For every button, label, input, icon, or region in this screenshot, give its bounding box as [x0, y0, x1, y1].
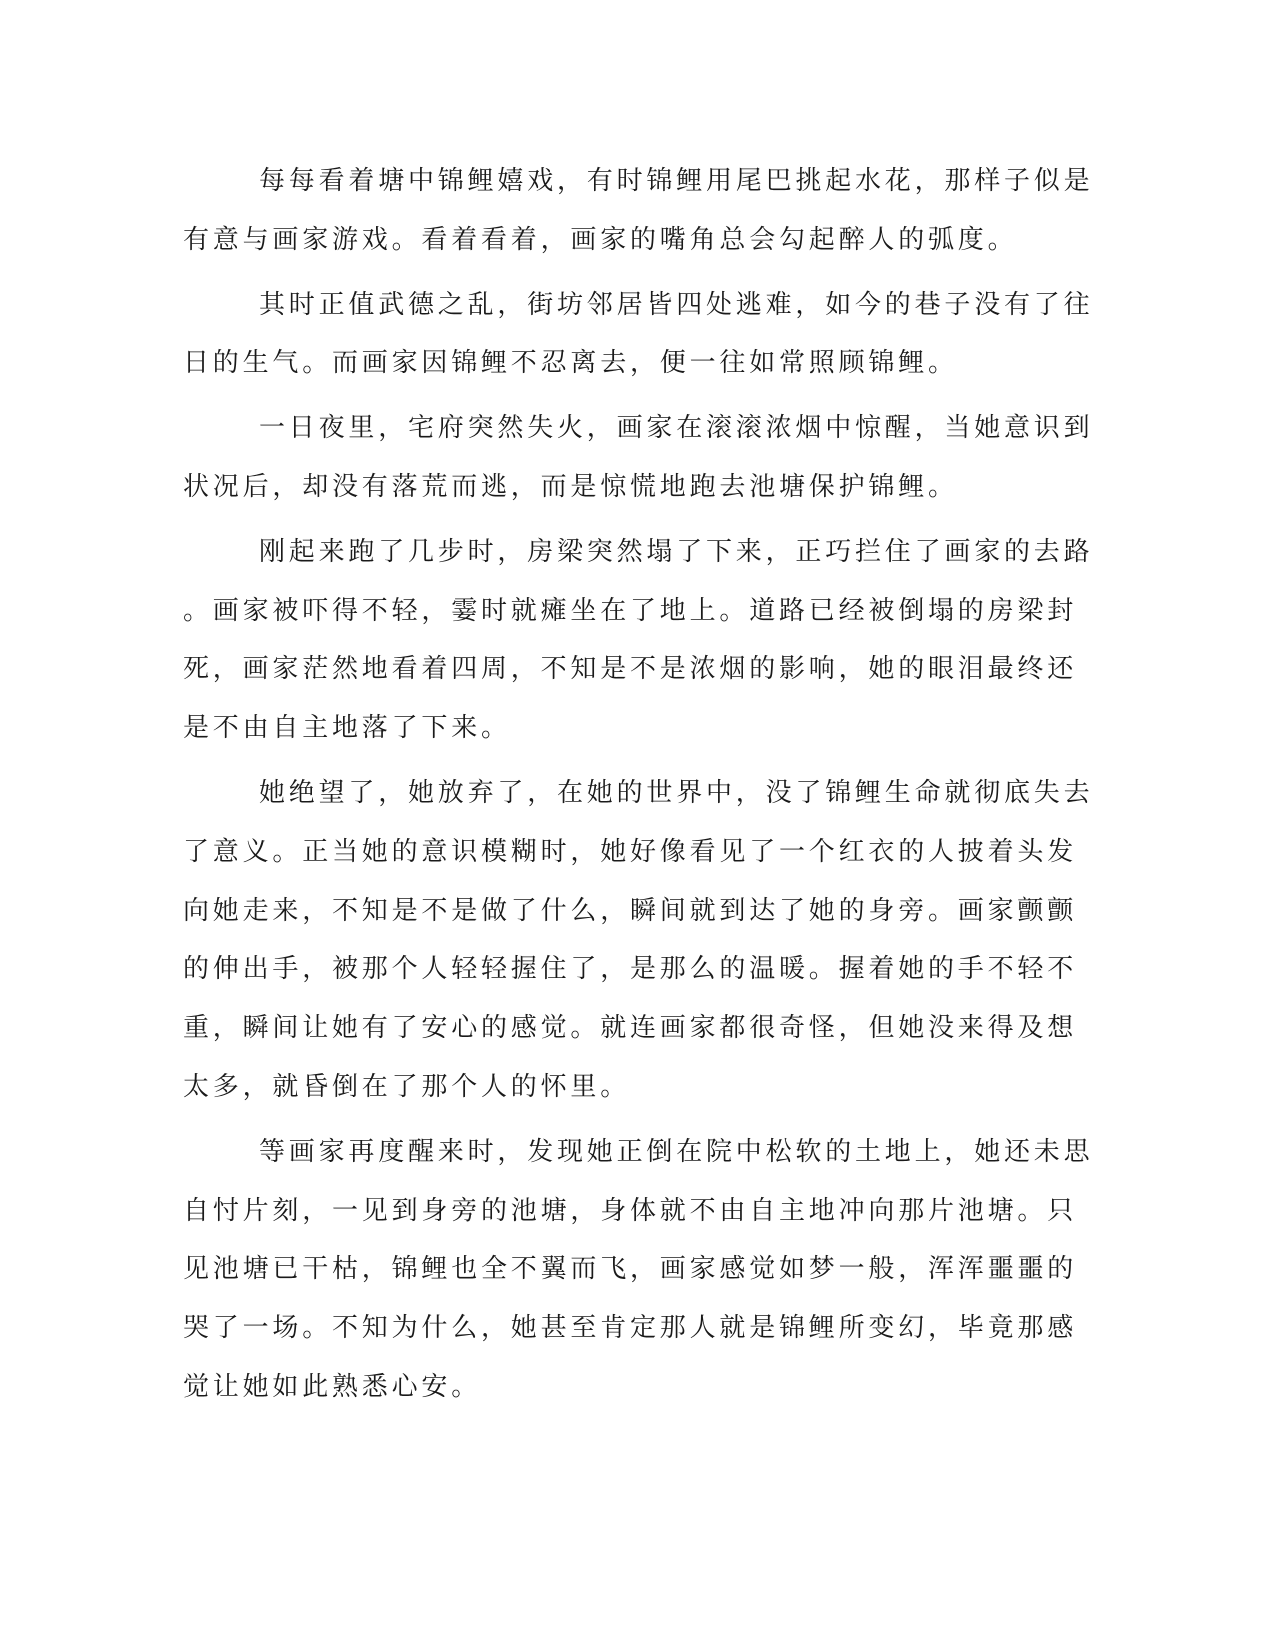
- text-line: 见池塘已干枯，锦鲤也全不翼而飞，画家感觉如梦一般，浑浑噩噩的: [183, 1254, 1078, 1285]
- document-body: [183, 152, 1094, 1423]
- text-line: 死，画家茫然地看着四周，不知是不是浓烟的影响，她的眼泪最终还: [183, 654, 1078, 685]
- text-line: 其时正值武德之乱，街坊邻居皆四处逃难，如今的巷子没有了往: [259, 289, 1094, 320]
- text-line: 重，瞬间让她有了安心的感觉。就连画家都很奇怪，但她没来得及想: [183, 1013, 1078, 1044]
- text-line: 向她走来，不知是不是做了什么，瞬间就到达了她的身旁。画家颤颤: [183, 895, 1078, 926]
- text-line: 她绝望了，她放弃了，在她的世界中，没了锦鲤生命就彻底失去: [259, 777, 1094, 808]
- text-line: 觉让她如此熟悉心安。: [183, 1371, 482, 1402]
- text-line: 了意义。正当她的意识模糊时，她好像看见了一个红衣的人披着头发: [183, 836, 1078, 867]
- text-line: 的伸出手，被那个人轻轻握住了，是那么的温暖。握着她的手不轻不: [183, 954, 1078, 985]
- text-line: 每每看着塘中锦鲤嬉戏，有时锦鲤用尾巴挑起水花，那样子似是: [259, 166, 1094, 196]
- text-line: 刚起来跑了几步时，房梁突然塌了下来，正巧拦住了画家的去路: [259, 536, 1094, 567]
- text-line: 一日夜里，宅府突然失火，画家在滚滚浓烟中惊醒，当她意识到: [259, 413, 1094, 444]
- paragraph-2: [183, 276, 1094, 394]
- paragraph-5: [183, 764, 1094, 1117]
- paragraph-3: [183, 399, 1094, 517]
- paragraph-1: [183, 152, 1094, 270]
- paragraph-4: [183, 523, 1094, 758]
- text-line: 日的生气。而画家因锦鲤不忍离去，便一往如常照顾锦鲤。: [183, 348, 958, 379]
- text-line: 太多，就昏倒在了那个人的怀里。: [183, 1071, 631, 1102]
- text-line: 是不由自主地落了下来。: [183, 713, 511, 744]
- text-line: 等画家再度醒来时，发现她正倒在院中松软的土地上，她还未思: [259, 1136, 1094, 1167]
- text-line: 有意与画家游戏。看着看着，画家的嘴角总会勾起醉人的弧度。: [183, 224, 1018, 255]
- text-line: 哭了一场。不知为什么，她甚至肯定那人就是锦鲤所变幻，毕竟那感: [183, 1313, 1078, 1344]
- text-line: 状况后，却没有落荒而逃，而是惊慌地跑去池塘保护锦鲤。: [183, 471, 958, 502]
- paragraph-6: [183, 1123, 1094, 1417]
- text-line: 。画家被吓得不轻，霎时就瘫坐在了地上。道路已经被倒塌的房梁封: [183, 595, 1078, 626]
- text-line: 自忖片刻，一见到身旁的池塘，身体就不由自主地冲向那片池塘。只: [183, 1195, 1078, 1226]
